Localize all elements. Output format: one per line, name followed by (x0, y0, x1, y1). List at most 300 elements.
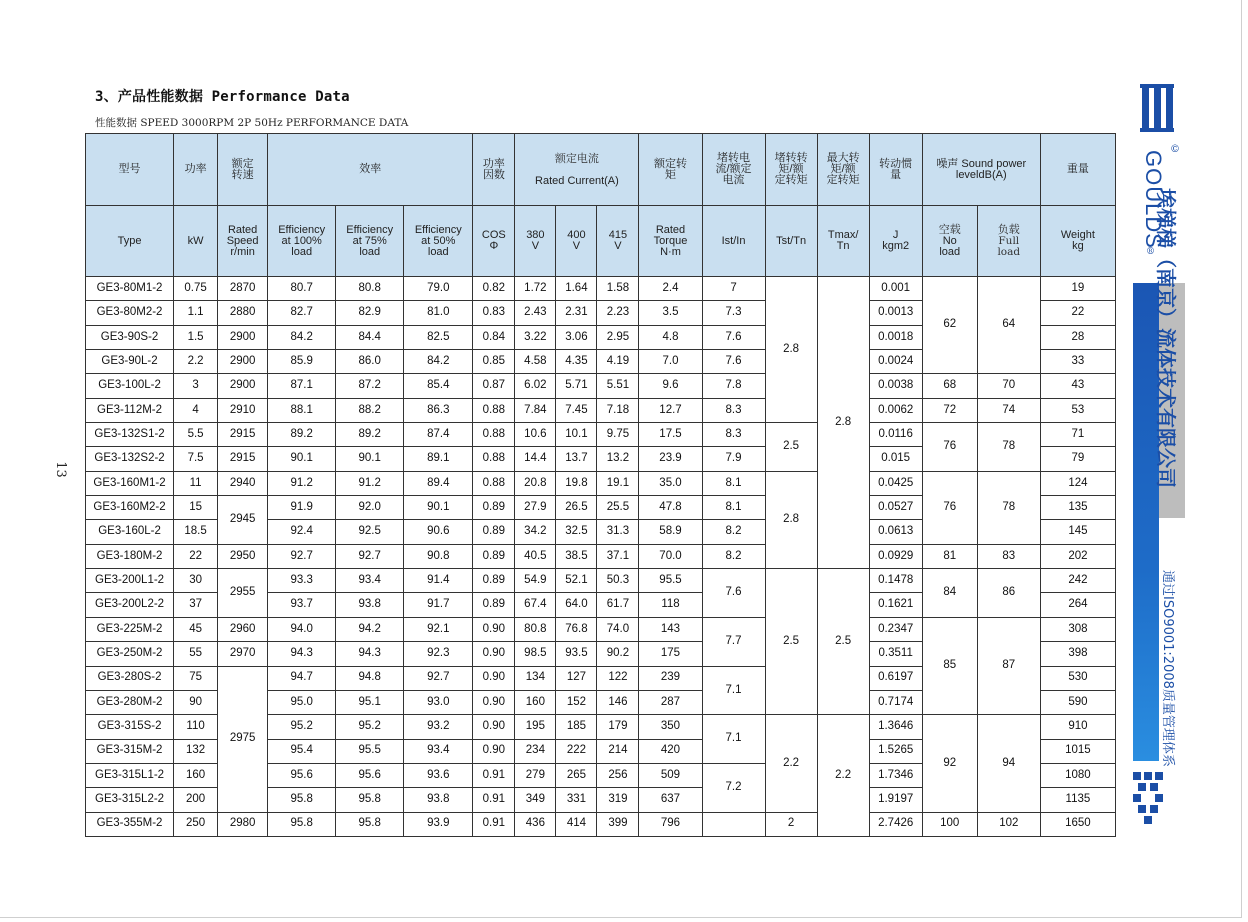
itt-logo-icon (1138, 80, 1176, 136)
cell-weight: 910 (1040, 715, 1115, 739)
cell-eff-75: 93.8 (336, 593, 404, 617)
iso-certification: 通过ISO9001:2008质量管理体系 (1160, 570, 1175, 767)
cell-torque: 58.9 (639, 520, 702, 544)
cell-power-factor: 0.89 (473, 520, 515, 544)
cell-power: 5.5 (174, 423, 218, 447)
header-inertia: 转动惯 量 (869, 134, 922, 206)
cell-current-400: 127 (556, 666, 597, 690)
cell-model: GE3-280S-2 (86, 666, 174, 690)
cell-weight: 1135 (1040, 788, 1115, 812)
cell-current-400: 52.1 (556, 569, 597, 593)
header-eff-50: Efficiency at 50% load (404, 206, 473, 277)
cell-eff-50: 93.2 (404, 715, 473, 739)
cell-eff-50: 93.8 (404, 788, 473, 812)
cell-weight: 530 (1040, 666, 1115, 690)
table-row (86, 374, 1116, 398)
cell-current-415: 13.2 (597, 447, 639, 471)
cell-ist: 8.1 (702, 496, 765, 520)
cell-current-400: 1.64 (556, 277, 597, 301)
cell-tst: 2.5 (765, 423, 817, 472)
header-ist-en: Ist/In (702, 206, 765, 277)
cell-model: GE3-280M-2 (86, 690, 174, 714)
cell-current-380: 20.8 (515, 471, 556, 495)
cell-eff-50: 86.3 (404, 398, 473, 422)
cell-eff-50: 93.4 (404, 739, 473, 763)
cell-inertia: 0.3511 (869, 642, 922, 666)
cell-current-380: 98.5 (515, 642, 556, 666)
cell-speed: 2975 (218, 666, 268, 812)
cell-power: 110 (174, 715, 218, 739)
cell-speed: 2900 (218, 374, 268, 398)
cell-noise-noload: 76 (922, 471, 977, 544)
cell-power: 22 (174, 544, 218, 568)
cell-current-380: 80.8 (515, 617, 556, 641)
cell-current-400: 414 (556, 812, 597, 836)
cell-current-400: 2.31 (556, 301, 597, 325)
cell-eff-50: 91.7 (404, 593, 473, 617)
cell-inertia: 0.7174 (869, 690, 922, 714)
cell-model: GE3-315L1-2 (86, 763, 174, 787)
cell-torque: 4.8 (639, 325, 702, 349)
cell-eff-100: 89.2 (268, 423, 336, 447)
cell-current-400: 4.35 (556, 350, 597, 374)
cell-model: GE3-180M-2 (86, 544, 174, 568)
cell-eff-100: 90.1 (268, 447, 336, 471)
cell-weight: 135 (1040, 496, 1115, 520)
cell-current-380: 27.9 (515, 496, 556, 520)
cell-weight: 308 (1040, 617, 1115, 641)
cell-model: GE3-315L2-2 (86, 788, 174, 812)
cell-torque: 7.0 (639, 350, 702, 374)
cell-eff-100: 95.6 (268, 763, 336, 787)
cell-noise-full: 74 (977, 398, 1040, 422)
cell-current-400: 331 (556, 788, 597, 812)
cell-current-400: 64.0 (556, 593, 597, 617)
cell-torque: 118 (639, 593, 702, 617)
cell-speed: 2960 (218, 617, 268, 641)
cell-power: 0.75 (174, 277, 218, 301)
cell-inertia: 0.0116 (869, 423, 922, 447)
cell-torque: 2.4 (639, 277, 702, 301)
cell-current-415: 1.58 (597, 277, 639, 301)
cell-eff-50: 90.8 (404, 544, 473, 568)
header-power-unit: kW (174, 206, 218, 277)
table-subtitle: 性能数据 SPEED 3000RPM 2P 50Hz PERFORMANCE DATA (95, 117, 409, 129)
cell-eff-75: 90.1 (336, 447, 404, 471)
cell-current-400: 5.71 (556, 374, 597, 398)
cell-ist: 7.2 (702, 763, 765, 812)
cell-model: GE3-112M-2 (86, 398, 174, 422)
cell-speed: 2915 (218, 447, 268, 471)
table-row (86, 471, 1116, 495)
cell-current-415: 399 (597, 812, 639, 836)
cell-power: 11 (174, 471, 218, 495)
cell-power-factor: 0.91 (473, 788, 515, 812)
cell-model: GE3-80M1-2 (86, 277, 174, 301)
cell-eff-100: 87.1 (268, 374, 336, 398)
cell-eff-100: 94.0 (268, 617, 336, 641)
cell-ist: 8.3 (702, 423, 765, 447)
cell-eff-100: 85.9 (268, 350, 336, 374)
cell-eff-100: 82.7 (268, 301, 336, 325)
cell-noise-full: 78 (977, 471, 1040, 544)
cell-eff-75: 87.2 (336, 374, 404, 398)
cell-power-factor: 0.90 (473, 690, 515, 714)
cell-power-factor: 0.88 (473, 398, 515, 422)
cell-current-400: 76.8 (556, 617, 597, 641)
cell-torque: 350 (639, 715, 702, 739)
cell-power: 18.5 (174, 520, 218, 544)
table-row (86, 544, 1116, 568)
cell-power: 4 (174, 398, 218, 422)
cell-torque: 70.0 (639, 544, 702, 568)
cell-eff-75: 92.0 (336, 496, 404, 520)
cell-inertia: 0.1621 (869, 593, 922, 617)
cell-current-415: 31.3 (597, 520, 639, 544)
cell-inertia: 0.0929 (869, 544, 922, 568)
cell-current-380: 54.9 (515, 569, 556, 593)
cell-tst: 2.8 (765, 277, 817, 423)
cell-power-factor: 0.89 (473, 496, 515, 520)
cell-eff-75: 92.7 (336, 544, 404, 568)
cell-torque: 12.7 (639, 398, 702, 422)
cell-current-380: 349 (515, 788, 556, 812)
cell-ist: 8.2 (702, 544, 765, 568)
cell-noise-full: 83 (977, 544, 1040, 568)
cell-eff-100: 92.4 (268, 520, 336, 544)
cell-speed: 2900 (218, 325, 268, 349)
cell-current-415: 9.75 (597, 423, 639, 447)
cell-current-380: 7.84 (515, 398, 556, 422)
cell-current-415: 319 (597, 788, 639, 812)
cell-current-380: 67.4 (515, 593, 556, 617)
cell-model: GE3-200L2-2 (86, 593, 174, 617)
cell-ist: 7.6 (702, 350, 765, 374)
header-noise-noload: 空载 No load (922, 206, 977, 277)
cell-eff-75: 84.4 (336, 325, 404, 349)
header-eff-100: Efficiency at 100% load (268, 206, 336, 277)
cell-noise-noload: 81 (922, 544, 977, 568)
cell-eff-100: 92.7 (268, 544, 336, 568)
cell-power: 1.5 (174, 325, 218, 349)
cell-noise-noload: 85 (922, 617, 977, 714)
cell-eff-50: 93.0 (404, 690, 473, 714)
cell-weight: 33 (1040, 350, 1115, 374)
cell-torque: 796 (639, 812, 702, 836)
goulds-brand: GOULDS (1141, 150, 1166, 249)
cell-power-factor: 0.89 (473, 544, 515, 568)
decorative-pattern-icon (1133, 772, 1163, 826)
cell-eff-75: 92.5 (336, 520, 404, 544)
cell-noise-full: 102 (977, 812, 1040, 836)
cell-current-415: 50.3 (597, 569, 639, 593)
cell-current-400: 185 (556, 715, 597, 739)
cell-current-415: 5.51 (597, 374, 639, 398)
header-415v: 415 V (597, 206, 639, 277)
cell-power: 1.1 (174, 301, 218, 325)
cell-eff-100: 88.1 (268, 398, 336, 422)
cell-eff-75: 89.2 (336, 423, 404, 447)
cell-weight: 71 (1040, 423, 1115, 447)
cell-torque: 509 (639, 763, 702, 787)
cell-inertia: 1.7346 (869, 763, 922, 787)
cell-current-380: 195 (515, 715, 556, 739)
cell-speed: 2950 (218, 544, 268, 568)
table-row (86, 277, 1116, 301)
header-400v: 400 V (556, 206, 597, 277)
page-number: 13 (52, 461, 68, 478)
cell-eff-50: 85.4 (404, 374, 473, 398)
cell-current-415: 214 (597, 739, 639, 763)
cell-weight: 1015 (1040, 739, 1115, 763)
cell-torque: 420 (639, 739, 702, 763)
cell-weight: 202 (1040, 544, 1115, 568)
cell-tst: 2 (765, 812, 817, 836)
cell-tmax: 2.2 (817, 715, 869, 837)
header-ist: 堵转电 流/额定 电流 (702, 134, 765, 206)
cell-current-415: 19.1 (597, 471, 639, 495)
cell-weight: 242 (1040, 569, 1115, 593)
cell-inertia: 0.001 (869, 277, 922, 301)
cell-weight: 19 (1040, 277, 1115, 301)
cell-eff-75: 94.3 (336, 642, 404, 666)
cell-inertia: 0.015 (869, 447, 922, 471)
copyright-mark: © (1170, 144, 1180, 155)
cell-inertia: 0.0024 (869, 350, 922, 374)
cell-eff-75: 86.0 (336, 350, 404, 374)
cell-current-400: 32.5 (556, 520, 597, 544)
cell-ist (702, 812, 765, 836)
cell-current-400: 7.45 (556, 398, 597, 422)
cell-torque: 17.5 (639, 423, 702, 447)
cell-torque: 23.9 (639, 447, 702, 471)
table-row (86, 812, 1116, 836)
cell-torque: 287 (639, 690, 702, 714)
cell-eff-100: 94.3 (268, 642, 336, 666)
header-eff-75: Efficiency at 75% load (336, 206, 404, 277)
cell-current-415: 61.7 (597, 593, 639, 617)
cell-inertia: 0.0425 (869, 471, 922, 495)
cell-torque: 47.8 (639, 496, 702, 520)
cell-power: 160 (174, 763, 218, 787)
cell-eff-100: 91.2 (268, 471, 336, 495)
cell-noise-full: 87 (977, 617, 1040, 714)
cell-ist: 7.8 (702, 374, 765, 398)
cell-eff-100: 91.9 (268, 496, 336, 520)
cell-power-factor: 0.88 (473, 423, 515, 447)
cell-eff-50: 87.4 (404, 423, 473, 447)
cell-current-415: 256 (597, 763, 639, 787)
company-name: 埃梯梯（南京）流体技术有限公司 (1154, 188, 1178, 488)
cell-eff-75: 94.8 (336, 666, 404, 690)
cell-current-380: 279 (515, 763, 556, 787)
cell-eff-50: 79.0 (404, 277, 473, 301)
header-current: 额定电流 Rated Current(A) (515, 134, 639, 206)
cell-eff-75: 91.2 (336, 471, 404, 495)
cell-eff-75: 95.8 (336, 788, 404, 812)
cell-speed: 2945 (218, 496, 268, 545)
cell-power-factor: 0.91 (473, 812, 515, 836)
cell-power-factor: 0.90 (473, 666, 515, 690)
cell-model: GE3-225M-2 (86, 617, 174, 641)
cell-speed: 2955 (218, 569, 268, 618)
cell-model: GE3-90S-2 (86, 325, 174, 349)
cell-eff-100: 95.0 (268, 690, 336, 714)
cell-noise-full: 78 (977, 423, 1040, 472)
cell-power: 7.5 (174, 447, 218, 471)
header-tst-en: Tst/Tn (765, 206, 817, 277)
cell-tst: 2.8 (765, 471, 817, 568)
cell-eff-75: 80.8 (336, 277, 404, 301)
header-weight-en: Weight kg (1040, 206, 1115, 277)
cell-current-415: 2.23 (597, 301, 639, 325)
cell-power: 90 (174, 690, 218, 714)
cell-eff-75: 93.4 (336, 569, 404, 593)
cell-current-400: 38.5 (556, 544, 597, 568)
header-tmax-en: Tmax/ Tn (817, 206, 869, 277)
cell-eff-50: 81.0 (404, 301, 473, 325)
cell-power: 37 (174, 593, 218, 617)
cell-eff-100: 95.8 (268, 812, 336, 836)
cell-current-380: 6.02 (515, 374, 556, 398)
cell-current-380: 3.22 (515, 325, 556, 349)
cell-power-factor: 0.88 (473, 471, 515, 495)
cell-current-415: 179 (597, 715, 639, 739)
cell-model: GE3-90L-2 (86, 350, 174, 374)
cell-weight: 22 (1040, 301, 1115, 325)
cell-current-415: 2.95 (597, 325, 639, 349)
cell-current-380: 160 (515, 690, 556, 714)
cell-ist: 7.6 (702, 569, 765, 618)
cell-model: GE3-200L1-2 (86, 569, 174, 593)
cell-eff-50: 82.5 (404, 325, 473, 349)
cell-ist: 7.1 (702, 715, 765, 764)
cell-inertia: 0.6197 (869, 666, 922, 690)
header-efficiency: 效率 (268, 134, 473, 206)
cell-model: GE3-80M2-2 (86, 301, 174, 325)
cell-eff-50: 91.4 (404, 569, 473, 593)
cell-tst: 2.2 (765, 715, 817, 812)
cell-current-415: 122 (597, 666, 639, 690)
cell-power: 2.2 (174, 350, 218, 374)
cell-weight: 590 (1040, 690, 1115, 714)
cell-weight: 145 (1040, 520, 1115, 544)
cell-inertia: 0.0527 (869, 496, 922, 520)
cell-eff-50: 92.3 (404, 642, 473, 666)
cell-weight: 1650 (1040, 812, 1115, 836)
cell-power-factor: 0.90 (473, 617, 515, 641)
cell-current-380: 34.2 (515, 520, 556, 544)
registered-mark: ® (1146, 247, 1155, 257)
cell-weight: 79 (1040, 447, 1115, 471)
table-row (86, 569, 1116, 593)
cell-current-380: 4.58 (515, 350, 556, 374)
performance-table (85, 133, 1116, 837)
cell-ist: 8.2 (702, 520, 765, 544)
cell-eff-100: 93.3 (268, 569, 336, 593)
cell-eff-50: 89.1 (404, 447, 473, 471)
header-power: 功率 (174, 134, 218, 206)
cell-speed: 2880 (218, 301, 268, 325)
cell-current-400: 93.5 (556, 642, 597, 666)
header-tmax: 最大转 矩/额 定转矩 (817, 134, 869, 206)
cell-power: 132 (174, 739, 218, 763)
cell-model: GE3-315M-2 (86, 739, 174, 763)
cell-inertia: 0.0613 (869, 520, 922, 544)
cell-weight: 398 (1040, 642, 1115, 666)
header-speed-en: Rated Speed r/min (218, 206, 268, 277)
cell-power-factor: 0.88 (473, 447, 515, 471)
cell-power-factor: 0.83 (473, 301, 515, 325)
cell-noise-noload: 68 (922, 374, 977, 398)
cell-ist: 8.3 (702, 398, 765, 422)
cell-current-415: 90.2 (597, 642, 639, 666)
cell-tmax: 2.5 (817, 569, 869, 715)
cell-current-400: 222 (556, 739, 597, 763)
cell-power: 55 (174, 642, 218, 666)
cell-weight: 53 (1040, 398, 1115, 422)
cell-torque: 9.6 (639, 374, 702, 398)
cell-power-factor: 0.84 (473, 325, 515, 349)
cell-torque: 3.5 (639, 301, 702, 325)
header-tst: 堵转转 矩/额 定转矩 (765, 134, 817, 206)
cell-model: GE3-355M-2 (86, 812, 174, 836)
cell-power-factor: 0.89 (473, 569, 515, 593)
cell-power-factor: 0.82 (473, 277, 515, 301)
header-model-en: Type (86, 206, 174, 277)
section-title: 3、产品性能数据 Performance Data (95, 89, 350, 105)
cell-ist: 7 (702, 277, 765, 301)
cell-ist: 7.6 (702, 325, 765, 349)
cell-current-380: 14.4 (515, 447, 556, 471)
cell-noise-noload: 92 (922, 715, 977, 812)
cell-eff-50: 92.7 (404, 666, 473, 690)
cell-eff-100: 95.2 (268, 715, 336, 739)
cell-current-415: 25.5 (597, 496, 639, 520)
cell-power-factor: 0.91 (473, 763, 515, 787)
cell-power: 250 (174, 812, 218, 836)
header-torque: 额定转 矩 (639, 134, 702, 206)
cell-power-factor: 0.85 (473, 350, 515, 374)
cell-eff-75: 95.8 (336, 812, 404, 836)
cell-inertia: 0.0038 (869, 374, 922, 398)
cell-speed: 2900 (218, 350, 268, 374)
header-cos-phi: COS Φ (473, 206, 515, 277)
cell-inertia: 0.2347 (869, 617, 922, 641)
header-power-factor: 功率 因数 (473, 134, 515, 206)
cell-inertia: 2.7426 (869, 812, 922, 836)
cell-eff-75: 82.9 (336, 301, 404, 325)
cell-model: GE3-250M-2 (86, 642, 174, 666)
cell-model: GE3-160L-2 (86, 520, 174, 544)
cell-ist: 8.1 (702, 471, 765, 495)
cell-noise-full: 70 (977, 374, 1040, 398)
cell-current-415: 7.18 (597, 398, 639, 422)
cell-inertia: 0.1478 (869, 569, 922, 593)
cell-tmax: 2.8 (817, 277, 869, 569)
cell-current-380: 134 (515, 666, 556, 690)
cell-inertia: 1.5265 (869, 739, 922, 763)
header-noise: 噪声 Sound power leveldB(A) (922, 134, 1040, 206)
cell-current-415: 74.0 (597, 617, 639, 641)
cell-torque: 239 (639, 666, 702, 690)
cell-power: 3 (174, 374, 218, 398)
cell-eff-100: 94.7 (268, 666, 336, 690)
cell-eff-50: 93.6 (404, 763, 473, 787)
table-row (86, 617, 1116, 641)
cell-noise-full: 94 (977, 715, 1040, 812)
cell-eff-50: 90.6 (404, 520, 473, 544)
